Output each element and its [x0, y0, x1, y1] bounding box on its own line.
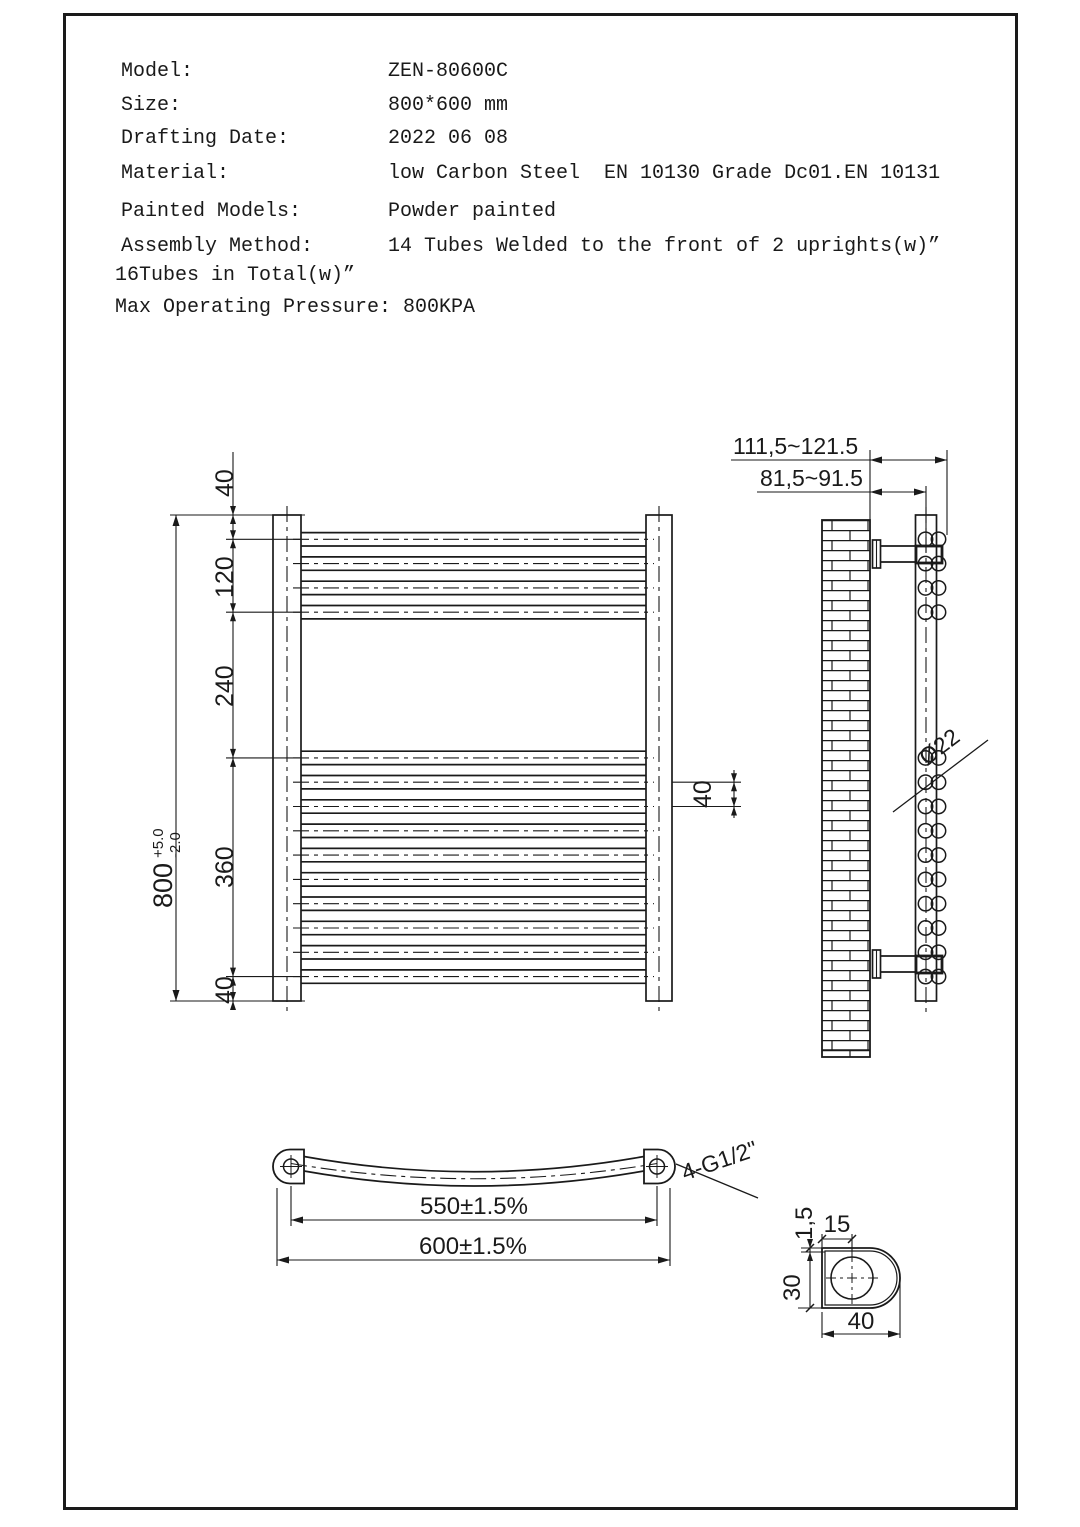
dim-top-offset: 40	[211, 469, 239, 497]
wall-section	[822, 520, 870, 1057]
spec-label: Model:	[121, 60, 194, 83]
dim-group1: 120	[211, 556, 239, 598]
spec-label: Material:	[121, 162, 230, 185]
side-view	[731, 433, 988, 1057]
dim-bottom-offset: 40	[211, 976, 239, 1004]
dim-profile-width: 40	[847, 1308, 875, 1335]
spec-value: 14 Tubes Welded to the front of 2 uprights(w)”	[388, 235, 941, 258]
dim-profile-height: 30	[779, 1274, 806, 1301]
dim-overall-height	[148, 828, 184, 908]
detail-view	[779, 1207, 900, 1338]
detail-view-dimensions	[779, 1207, 900, 1338]
dim-tolerance-minus: -2.0	[167, 832, 184, 858]
front-tubes-top-group	[293, 533, 654, 619]
plan-view-dimensions	[277, 1135, 761, 1266]
spec-value: 800*600 mm	[388, 94, 509, 117]
dim-tube-pitch: 40	[689, 780, 717, 808]
dim-overall-width: 600±1.5%	[419, 1233, 527, 1260]
front-tubes-bottom-group	[293, 751, 654, 983]
curved-tube	[304, 1157, 644, 1187]
dim-group2: 360	[211, 846, 239, 888]
dim-hole-offset: 15	[823, 1211, 851, 1238]
spec-label: Painted Models:	[121, 200, 302, 223]
spec-value: low Carbon Steel EN 10130 Grade Dc01.EN 10131	[388, 162, 941, 185]
spec-value: 2022 06 08	[388, 127, 509, 150]
plan-view	[273, 1135, 761, 1266]
spec-label: Drafting Date:	[121, 127, 290, 150]
spec-value: Powder painted	[388, 200, 557, 223]
dim-wall-thickness: 1,5	[791, 1206, 818, 1240]
dim-overall-height-value: 800	[148, 862, 178, 908]
dim-tolerance-plus: +5.0	[150, 828, 167, 858]
spec-note: 16Tubes in Total(w)”	[115, 264, 356, 287]
front-view-dimensions	[148, 452, 741, 1010]
dim-thread-spec: 4-G1/2"	[678, 1135, 761, 1186]
dim-wall-to-tube-center: 81,5~91.5	[760, 465, 863, 491]
spec-pressure: Max Operating Pressure: 800KPA	[115, 296, 476, 319]
front-view	[148, 452, 741, 1012]
spec-label: Assembly Method:	[121, 235, 314, 258]
dim-gap: 240	[211, 665, 239, 707]
spec-value: ZEN-80600C	[388, 60, 509, 83]
dim-hole-centers: 550±1.5%	[420, 1193, 528, 1220]
dim-tube-diameter: Ø22	[913, 723, 965, 771]
spec-label: Size:	[121, 94, 182, 117]
dim-wall-to-tube-front: 111,5~121.5	[733, 433, 859, 459]
